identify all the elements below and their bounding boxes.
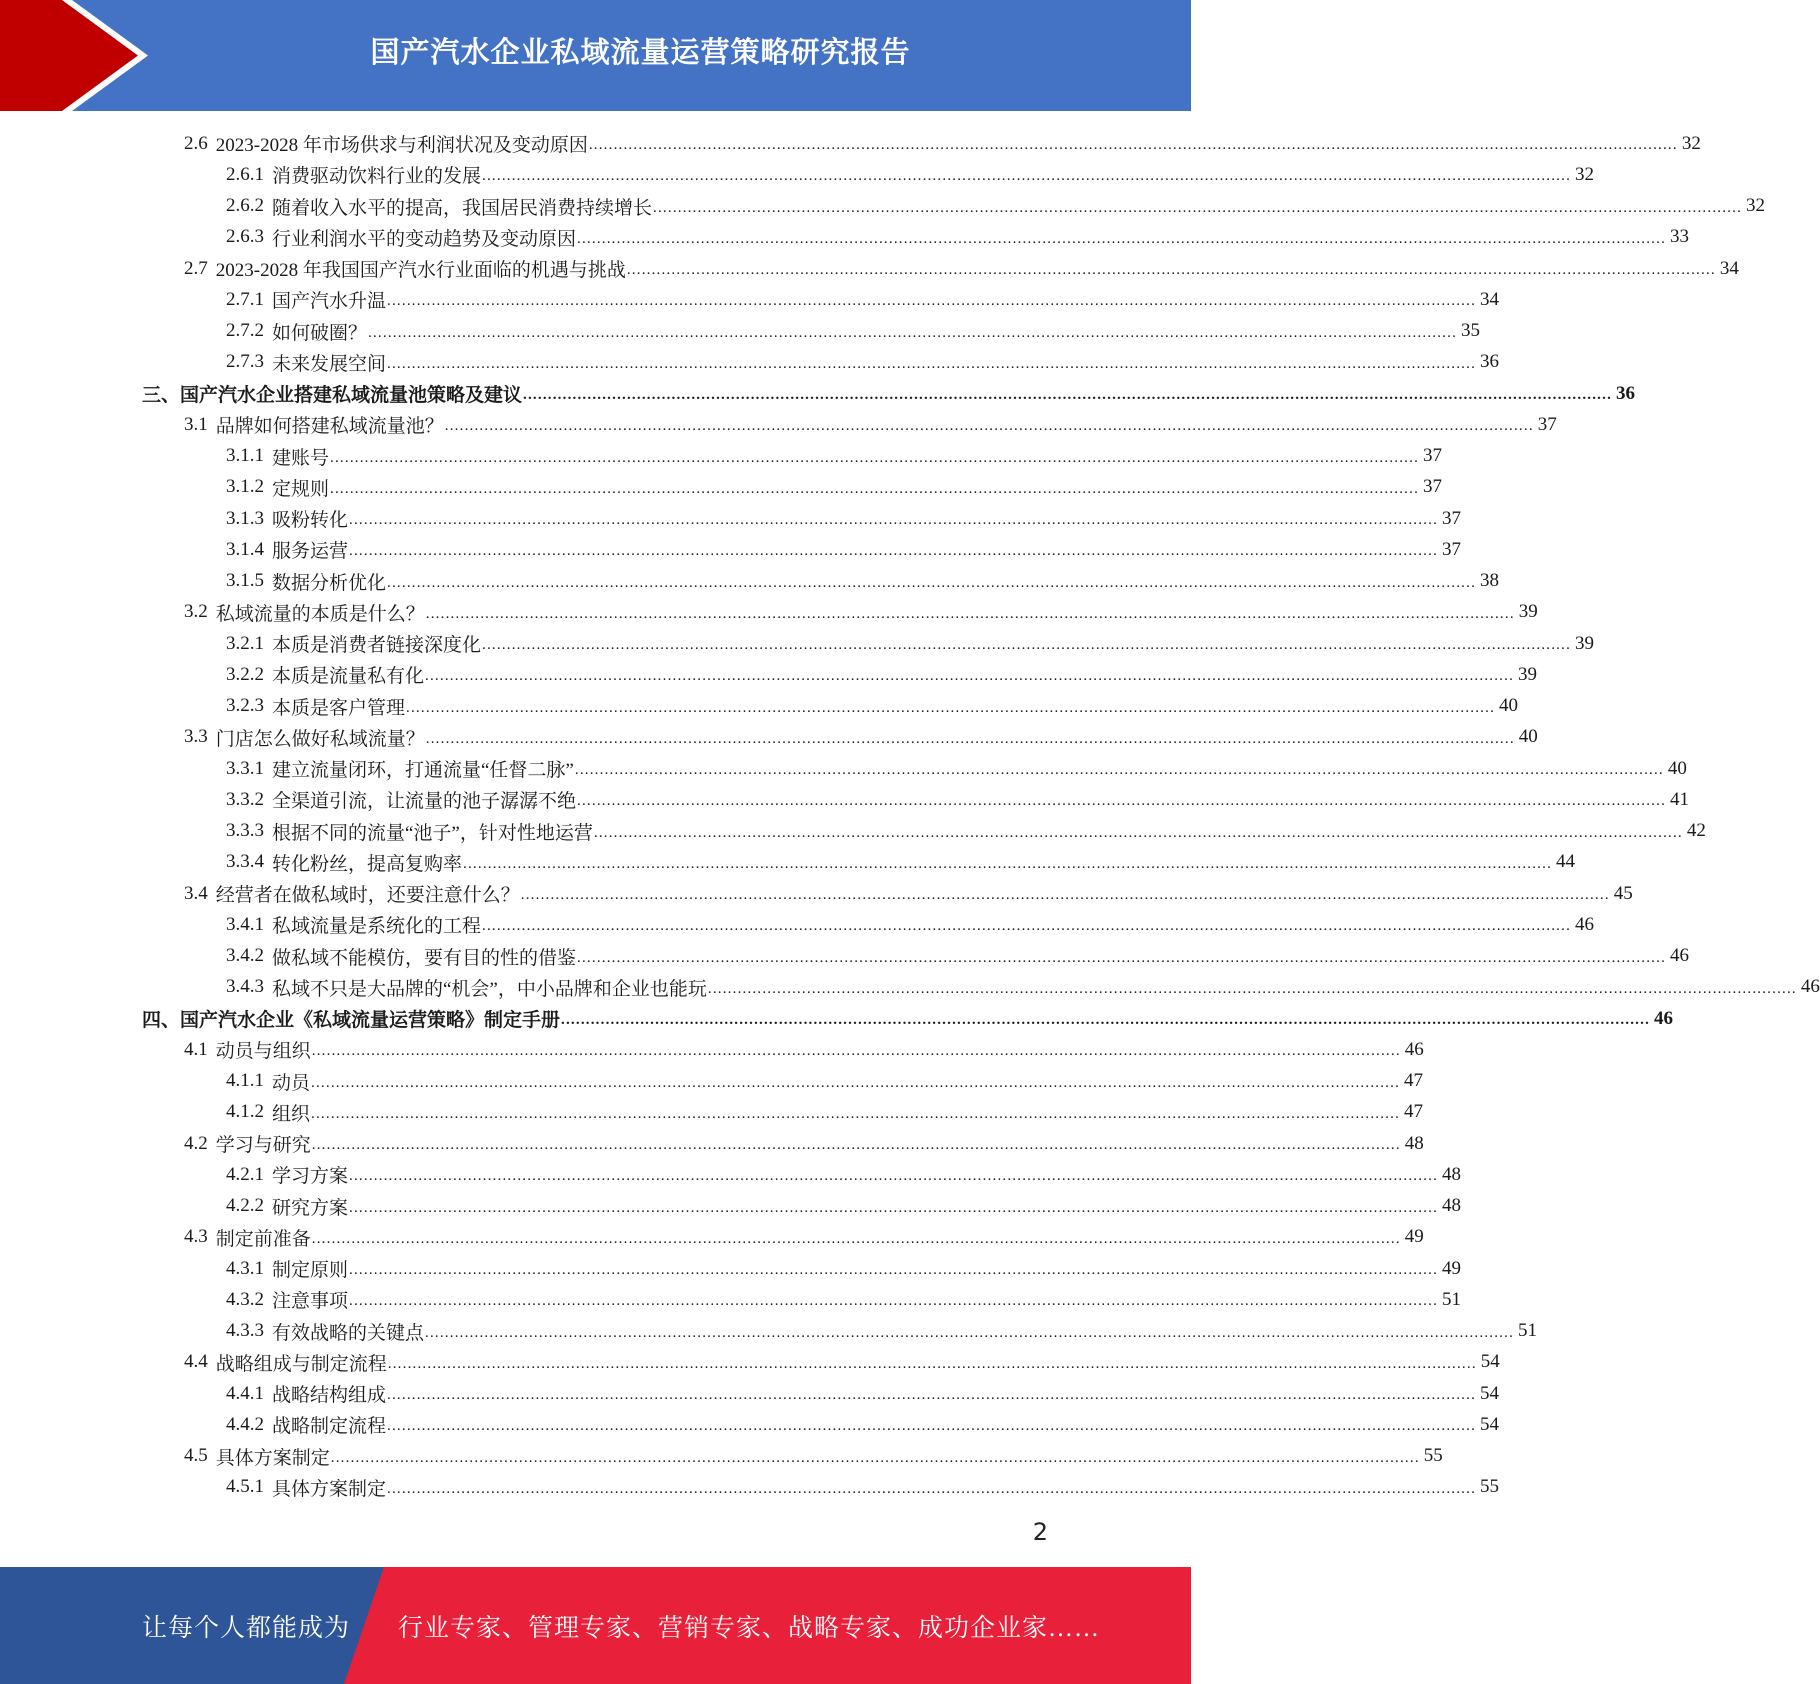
toc-entry[interactable] bbox=[226, 222, 1690, 253]
toc-entry-number: 3.1 bbox=[184, 413, 208, 435]
toc-dot-leader: ............................................................................................................................................................................................................................ bbox=[425, 730, 1515, 747]
toc-dot-leader: ............................................................................................................................................................................................................................ bbox=[561, 1012, 1651, 1028]
toc-entry[interactable] bbox=[226, 1472, 1500, 1503]
toc-entry-number: 4.5 bbox=[184, 1445, 208, 1466]
toc-entry[interactable] bbox=[226, 347, 1500, 378]
toc-entry-title: 建立流量闭环，打通流量“任督二脉” bbox=[272, 760, 574, 781]
toc-entry-title: 未来发展空间 bbox=[272, 353, 387, 375]
toc-entry[interactable] bbox=[226, 534, 1462, 565]
footer-slogan-right: 行业专家、管理专家、营销专家、战略专家、成功企业家…… bbox=[398, 1614, 1101, 1642]
toc-entry[interactable] bbox=[184, 1222, 1424, 1253]
toc-entry-title: 组织 bbox=[272, 1103, 311, 1125]
toc-entry[interactable] bbox=[226, 1378, 1500, 1409]
toc-entry-number: 4.3.1 bbox=[226, 1257, 264, 1279]
toc-entry-title: 经营者在做私域时，还要注意什么？ bbox=[215, 885, 520, 906]
toc-entry[interactable] bbox=[226, 1159, 1462, 1190]
toc-dot-leader: ............................................................................................................................................................................................................................ bbox=[577, 949, 1667, 966]
toc-dot-leader: ............................................................................................................................................................................................................................ bbox=[387, 355, 1477, 372]
toc-entry-page: 55 bbox=[1480, 1476, 1500, 1498]
page-footer bbox=[0, 1567, 1191, 1684]
toc-entry-page: 42 bbox=[1686, 820, 1706, 841]
toc-entry-title: 本质是消费者链接深度化 bbox=[272, 635, 482, 656]
toc-dot-leader: ............................................................................................................................................................................................................................ bbox=[482, 168, 1572, 185]
toc-entry-title: 有效战略的关键点 bbox=[272, 1322, 425, 1344]
toc-entry-page: 37 bbox=[1537, 413, 1557, 435]
toc-entry-title: 消费驱动饮料行业的发展 bbox=[272, 166, 482, 188]
toc-entry[interactable] bbox=[226, 441, 1443, 472]
toc-entry[interactable] bbox=[226, 816, 1706, 847]
toc-entry-number: 3.1.5 bbox=[226, 570, 264, 591]
toc-entry-number: 3.4.2 bbox=[226, 945, 264, 966]
toc-dot-leader: ............................................................................................................................................................................................................................ bbox=[444, 418, 1534, 435]
toc-entry-number: 2.7.1 bbox=[226, 288, 264, 310]
toc-dot-leader: ............................................................................................................................................................................................................................ bbox=[349, 543, 1439, 560]
toc-entry-title: 制定前准备 bbox=[215, 1228, 311, 1250]
toc-entry[interactable] bbox=[226, 1066, 1424, 1097]
toc-entry-number: 四、 bbox=[142, 1010, 181, 1031]
toc-entry-page: 32 bbox=[1746, 195, 1766, 216]
toc-entry-page: 34 bbox=[1480, 288, 1500, 310]
toc-dot-leader: ............................................................................................................................................................................................................................ bbox=[406, 699, 1496, 716]
toc-entry-number: 3.2.2 bbox=[226, 663, 264, 685]
toc-entry-page: 46 bbox=[1654, 1007, 1674, 1029]
toc-entry-number: 3.1.3 bbox=[226, 507, 264, 529]
toc-dot-leader: ............................................................................................................................................................................................................................ bbox=[425, 668, 1515, 685]
toc-entry-page: 37 bbox=[1442, 538, 1462, 560]
toc-entry-page: 38 bbox=[1480, 570, 1500, 591]
toc-dot-leader: ............................................................................................................................................................................................................................ bbox=[311, 1230, 1401, 1247]
toc-entry-number: 3.3.2 bbox=[226, 788, 264, 810]
toc-entry-page: 37 bbox=[1442, 507, 1462, 529]
toc-dot-leader: ............................................................................................................................................................................................................................ bbox=[387, 1480, 1477, 1497]
footer-slogan-left: 让每个人都能成为 bbox=[142, 1614, 351, 1642]
toc-entry-number: 3.2.3 bbox=[226, 695, 264, 716]
toc-entry-title: 全渠道引流，让流量的池子潺潺不绝 bbox=[272, 791, 577, 813]
toc-entry-number: 3.1.1 bbox=[226, 445, 264, 466]
toc-dot-leader: ............................................................................................................................................................................................................................ bbox=[482, 637, 1572, 653]
toc-dot-leader: ............................................................................................................................................................................................................................ bbox=[463, 855, 1553, 872]
toc-entry-title: 战略结构组成 bbox=[272, 1385, 387, 1406]
toc-entry-number: 3.1.4 bbox=[226, 538, 264, 560]
toc-dot-leader: ............................................................................................................................................................................................................................ bbox=[520, 887, 1610, 903]
toc-entry-title: 动员与组织 bbox=[215, 1041, 311, 1063]
toc-entry-number: 2.6.3 bbox=[226, 226, 264, 248]
toc-entry-title: 建账号 bbox=[272, 447, 330, 469]
toc-dot-leader: ............................................................................................................................................................................................................................ bbox=[626, 262, 1716, 278]
toc-entry-page: 32 bbox=[1575, 163, 1595, 185]
toc-entry-title: 转化粉丝，提高复购率 bbox=[272, 853, 463, 875]
toc-entry-number: 3.3.4 bbox=[226, 851, 264, 873]
toc-entry-number: 4.3.3 bbox=[226, 1320, 264, 1341]
toc-entry-number: 2.6.2 bbox=[226, 195, 264, 216]
toc-entry-number: 3.3.1 bbox=[226, 757, 264, 779]
toc-entry[interactable] bbox=[226, 847, 1576, 878]
toc-entry-page: 32 bbox=[1681, 132, 1701, 154]
toc-dot-leader: ............................................................................................................................................................................................................................ bbox=[387, 1355, 1477, 1372]
toc-entry-title: 服务运营 bbox=[272, 541, 349, 563]
toc-entry-number: 4.1 bbox=[184, 1038, 208, 1060]
toc-entry-number: 2.7.3 bbox=[226, 351, 264, 373]
toc-dot-leader: ............................................................................................................................................................................................................................ bbox=[311, 1105, 1401, 1122]
toc-entry-page: 51 bbox=[1518, 1320, 1538, 1341]
page-title: 国产汽水企业私域流量运营策略研究报告 bbox=[370, 34, 911, 69]
toc-entry[interactable] bbox=[226, 784, 1690, 815]
toc-dot-leader: ............................................................................................................................................................................................................................ bbox=[330, 1449, 1420, 1466]
toc-entry-number: 3.2 bbox=[184, 601, 208, 623]
toc-entry-number: 3.2.1 bbox=[226, 632, 264, 654]
toc-dot-leader: ............................................................................................................................................................................................................................ bbox=[425, 1324, 1515, 1341]
toc-entry-number: 4.2.2 bbox=[226, 1195, 264, 1216]
toc-entry-title: 2023-2028 年市场供求与利润状况及变动原因 bbox=[215, 135, 588, 156]
toc-entry[interactable] bbox=[226, 1284, 1462, 1315]
toc-dot-leader: ............................................................................................................................................................................................................................ bbox=[387, 1387, 1477, 1403]
toc-entry-number: 3.4 bbox=[184, 882, 208, 904]
toc-dot-leader: ............................................................................................................................................................................................................................ bbox=[349, 1293, 1439, 1310]
toc-dot-leader: ............................................................................................................................................................................................................................ bbox=[387, 1418, 1477, 1435]
toc-entry[interactable] bbox=[226, 909, 1595, 940]
toc-entry[interactable] bbox=[142, 1003, 1674, 1034]
toc-entry[interactable] bbox=[184, 1347, 1500, 1378]
toc-dot-leader: ............................................................................................................................................................................................................................ bbox=[523, 387, 1613, 403]
toc-entry-title: 定规则 bbox=[272, 478, 330, 500]
toc-entry-number: 3.4.3 bbox=[226, 976, 264, 998]
toc-entry[interactable] bbox=[226, 503, 1462, 534]
toc-entry-title: 行业利润水平的变动趋势及变动原因 bbox=[272, 228, 577, 250]
toc-entry[interactable] bbox=[184, 409, 1557, 440]
toc-entry[interactable] bbox=[226, 1409, 1500, 1440]
toc-entry-page: 36 bbox=[1616, 382, 1636, 404]
toc-entry-title: 国产汽水企业搭建私域流量池策略及建议 bbox=[180, 385, 523, 406]
page-header bbox=[0, 0, 1191, 111]
header-arrow-graphic bbox=[0, 0, 170, 111]
toc-entry-number: 4.4 bbox=[184, 1351, 208, 1373]
toc-entry-number: 2.7.2 bbox=[226, 320, 264, 341]
toc-entry-number: 4.2.1 bbox=[226, 1163, 264, 1185]
toc-entry-title: 私域流量是系统化的工程 bbox=[272, 916, 482, 938]
toc-entry-title: 数据分析优化 bbox=[272, 572, 387, 594]
toc-entry-number: 3.3 bbox=[184, 726, 208, 748]
toc-entry-page: 39 bbox=[1518, 601, 1538, 623]
toc-entry-page: 40 bbox=[1499, 695, 1519, 716]
toc-entry[interactable] bbox=[226, 659, 1538, 690]
toc-entry-number: 三、 bbox=[142, 385, 181, 406]
toc-entry[interactable] bbox=[226, 284, 1500, 315]
toc-entry-title: 制定原则 bbox=[272, 1260, 349, 1281]
toc-entry-page: 40 bbox=[1518, 726, 1538, 748]
toc-entry[interactable] bbox=[226, 159, 1595, 190]
toc-entry-title: 本质是客户管理 bbox=[272, 697, 406, 719]
toc-entry[interactable] bbox=[226, 691, 1519, 722]
toc-entry-title: 品牌如何搭建私域流量池？ bbox=[215, 416, 444, 438]
toc-dot-leader: ............................................................................................................................................................................................................................ bbox=[330, 480, 1420, 497]
toc-entry-title: 随着收入水平的提高，我国居民消费持续增长 bbox=[272, 197, 653, 219]
toc-dot-leader: ............................................................................................................................................................................................................................ bbox=[593, 824, 1683, 841]
toc-entry[interactable] bbox=[226, 1191, 1462, 1222]
toc-entry-page: 41 bbox=[1670, 788, 1690, 810]
toc-entry-page: 36 bbox=[1480, 351, 1500, 373]
toc-entry[interactable] bbox=[226, 1253, 1462, 1284]
toc-entry-title: 国产汽水升温 bbox=[272, 291, 387, 313]
toc-entry-page: 51 bbox=[1442, 1288, 1462, 1310]
toc-entry-page: 46 bbox=[1670, 945, 1690, 966]
toc-entry[interactable] bbox=[184, 128, 1701, 159]
toc-dot-leader: ............................................................................................................................................................................................................................ bbox=[574, 762, 1664, 778]
toc-dot-leader: ............................................................................................................................................................................................................................ bbox=[425, 605, 1515, 622]
toc-entry[interactable] bbox=[184, 722, 1538, 753]
toc-entry-number: 3.1.2 bbox=[226, 476, 264, 498]
toc-entry-page: 47 bbox=[1404, 1101, 1424, 1123]
toc-entry-page: 54 bbox=[1480, 1351, 1500, 1373]
toc-dot-leader: ............................................................................................................................................................................................................................ bbox=[482, 918, 1572, 935]
toc-dot-leader: ............................................................................................................................................................................................................................ bbox=[577, 230, 1667, 247]
toc-entry-number: 4.2 bbox=[184, 1132, 208, 1154]
toc-dot-leader: ............................................................................................................................................................................................................................ bbox=[653, 199, 1743, 216]
toc-entry-number: 4.5.1 bbox=[226, 1476, 264, 1498]
toc-entry-page: 46 bbox=[1575, 913, 1595, 935]
toc-entry-page: 48 bbox=[1442, 1163, 1462, 1185]
toc-entry[interactable] bbox=[184, 1441, 1443, 1472]
toc-entry[interactable] bbox=[184, 253, 1739, 284]
toc-entry-page: 35 bbox=[1461, 320, 1481, 341]
toc-entry-number: 2.6.1 bbox=[226, 163, 264, 185]
toc-entry-number: 3.3.3 bbox=[226, 820, 264, 841]
toc-dot-leader: ............................................................................................................................................................................................................................ bbox=[387, 293, 1477, 310]
toc-entry[interactable] bbox=[226, 753, 1687, 784]
toc-entry[interactable] bbox=[226, 628, 1595, 659]
toc-entry[interactable] bbox=[226, 1316, 1538, 1347]
toc-entry-title: 门店怎么做好私域流量？ bbox=[215, 728, 425, 750]
toc-entry-page: 47 bbox=[1404, 1070, 1424, 1091]
toc-entry-title: 学习与研究 bbox=[215, 1135, 311, 1156]
toc-dot-leader: ............................................................................................................................................................................................................................ bbox=[588, 137, 1678, 153]
toc-entry-page: 37 bbox=[1423, 445, 1443, 466]
toc-entry-number: 4.3 bbox=[184, 1226, 208, 1248]
toc-entry[interactable] bbox=[184, 1128, 1424, 1159]
toc-entry-title: 具体方案制定 bbox=[215, 1447, 330, 1469]
toc-entry-title: 具体方案制定 bbox=[272, 1478, 387, 1500]
toc-dot-leader: ............................................................................................................................................................................................................................ bbox=[349, 512, 1439, 528]
toc-entry-title: 注意事项 bbox=[272, 1291, 349, 1313]
toc-entry-number: 4.3.2 bbox=[226, 1288, 264, 1310]
toc-entry-title: 本质是流量私有化 bbox=[272, 666, 425, 688]
page-number: 2 bbox=[1032, 1518, 1048, 1546]
toc-dot-leader: ............................................................................................................................................................................................................................ bbox=[349, 1168, 1439, 1185]
toc-entry-number: 3.4.1 bbox=[226, 913, 264, 935]
toc-entry-page: 54 bbox=[1480, 1382, 1500, 1404]
toc-entry-page: 33 bbox=[1670, 226, 1690, 248]
toc-entry-page: 55 bbox=[1423, 1445, 1443, 1466]
toc-entry-page: 45 bbox=[1613, 882, 1633, 904]
toc-entry-page: 40 bbox=[1667, 757, 1687, 779]
toc-entry-page: 34 bbox=[1719, 257, 1739, 279]
toc-entry[interactable] bbox=[226, 472, 1443, 503]
toc-entry-page: 49 bbox=[1442, 1257, 1462, 1279]
toc-entry-title: 战略制定流程 bbox=[272, 1416, 387, 1438]
toc-entry[interactable] bbox=[226, 941, 1690, 972]
toc-entry-title: 战略组成与制定流程 bbox=[215, 1353, 387, 1375]
toc-entry-number: 4.4.2 bbox=[226, 1413, 264, 1435]
toc-entry-title: 私域不只是大品牌的“机会”，中小品牌和企业也能玩 bbox=[272, 978, 707, 1000]
toc-entry-page: 44 bbox=[1556, 851, 1576, 873]
toc-dot-leader: ............................................................................................................................................................................................................................ bbox=[577, 793, 1667, 810]
toc-dot-leader: ............................................................................................................................................................................................................................ bbox=[368, 324, 1458, 341]
toc-entry-number: 2.6 bbox=[184, 132, 208, 154]
toc-entry-title: 私域流量的本质是什么？ bbox=[215, 603, 425, 625]
toc-entry-page: 49 bbox=[1404, 1226, 1424, 1248]
toc-entry[interactable] bbox=[226, 191, 1766, 222]
toc-entry-page: 48 bbox=[1404, 1132, 1424, 1154]
toc-dot-leader: ............................................................................................................................................................................................................................ bbox=[311, 1137, 1401, 1153]
toc-entry-title: 吸粉转化 bbox=[272, 510, 349, 531]
toc-entry-title: 研究方案 bbox=[272, 1197, 349, 1219]
toc-dot-leader: ............................................................................................................................................................................................................................ bbox=[330, 449, 1420, 466]
toc-entry-page: 39 bbox=[1518, 663, 1538, 685]
toc-entry-title: 学习方案 bbox=[272, 1166, 349, 1188]
toc-entry-page: 54 bbox=[1480, 1413, 1500, 1435]
toc-entry-title: 动员 bbox=[272, 1072, 311, 1094]
toc-dot-leader: ............................................................................................................................................................................................................................ bbox=[311, 1074, 1401, 1091]
toc-entry[interactable] bbox=[226, 316, 1481, 347]
toc-entry-page: 48 bbox=[1442, 1195, 1462, 1216]
toc-entry-title: 国产汽水企业《私域流量运营策略》制定手册 bbox=[180, 1010, 561, 1031]
toc-entry-page: 37 bbox=[1423, 476, 1443, 498]
toc-entry-number: 4.4.1 bbox=[226, 1382, 264, 1404]
toc-entry-title: 2023-2028 年我国国产汽水行业面临的机遇与挑战 bbox=[215, 260, 626, 281]
toc-entry-title: 根据不同的流量“池子”，针对性地运营 bbox=[272, 822, 593, 844]
toc-entry-number: 4.1.1 bbox=[226, 1070, 264, 1091]
toc-entry[interactable] bbox=[142, 378, 1636, 409]
toc-entry-title: 如何破圈？ bbox=[272, 322, 368, 344]
toc-entry-page: 39 bbox=[1575, 632, 1595, 654]
toc-dot-leader: ............................................................................................................................................................................................................................ bbox=[311, 1043, 1401, 1060]
toc-entry[interactable] bbox=[226, 972, 1820, 1003]
toc-dot-leader: ............................................................................................................................................................................................................................ bbox=[349, 1199, 1439, 1216]
toc-entry[interactable] bbox=[184, 1034, 1424, 1065]
toc-entry-page: 46 bbox=[1404, 1038, 1424, 1060]
toc-dot-leader: ............................................................................................................................................................................................................................ bbox=[387, 574, 1477, 591]
toc-entry-number: 2.7 bbox=[184, 257, 208, 279]
toc-entry-title: 做私域不能模仿，要有目的性的借鉴 bbox=[272, 947, 577, 969]
toc-entry[interactable] bbox=[226, 1097, 1424, 1128]
toc-entry[interactable] bbox=[184, 597, 1538, 628]
toc-entry[interactable] bbox=[184, 878, 1633, 909]
toc-entry[interactable] bbox=[226, 566, 1500, 597]
toc-entry-number: 4.1.2 bbox=[226, 1101, 264, 1123]
toc-entry-page: 46 bbox=[1800, 976, 1820, 998]
toc-dot-leader: ............................................................................................................................................................................................................................ bbox=[349, 1262, 1439, 1278]
toc-dot-leader: ............................................................................................................................................................................................................................ bbox=[707, 980, 1797, 997]
